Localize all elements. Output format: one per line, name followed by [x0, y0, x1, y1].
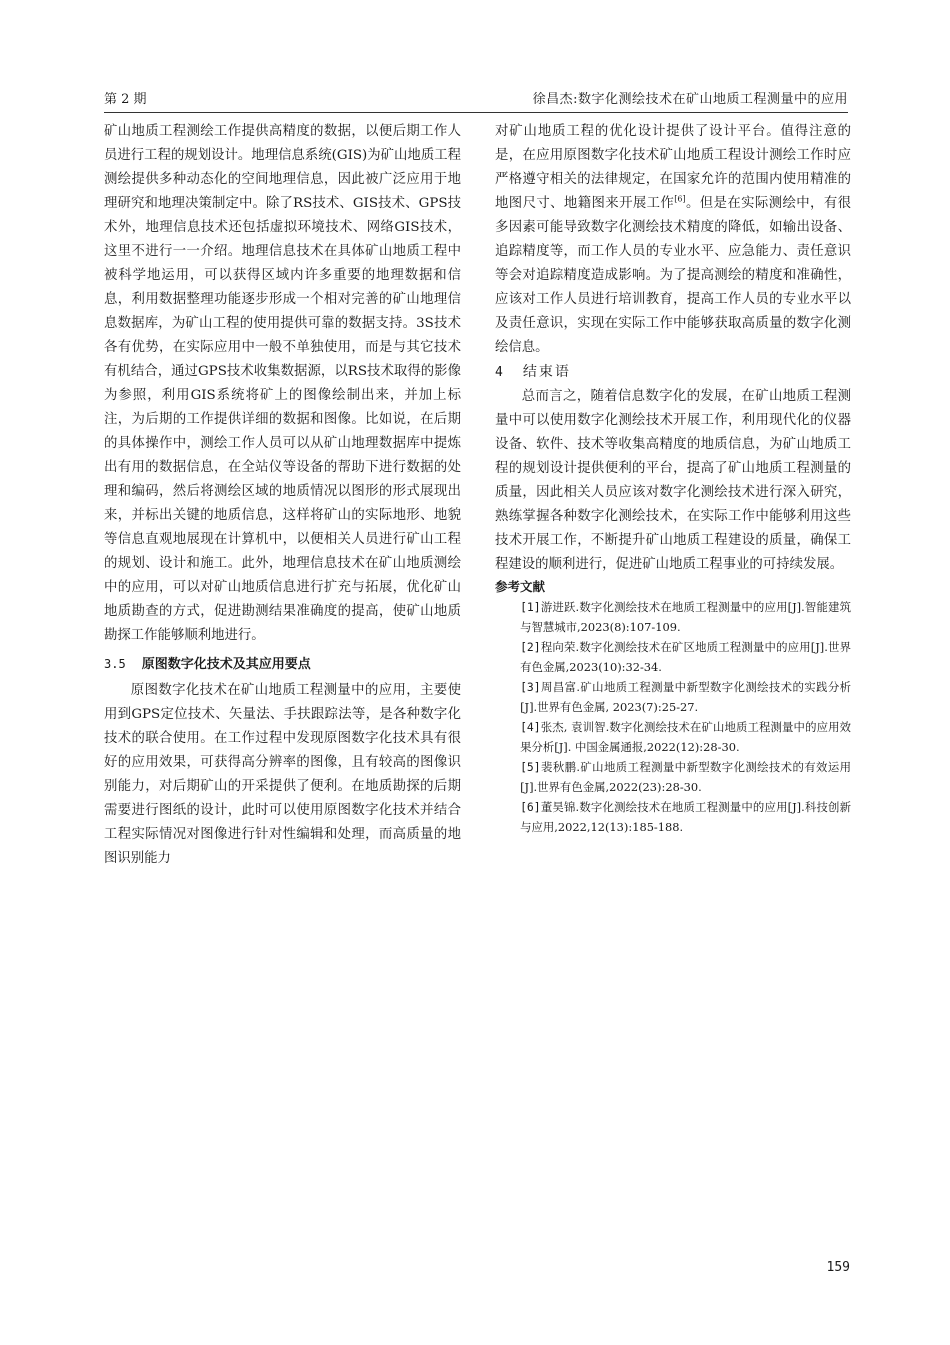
- reference-text: 董昊锦.数字化测绘技术在地质工程测量中的应用[J].科技创新与应用,2022,12(13):185-188.: [520, 800, 851, 834]
- reference-number: [1]: [520, 600, 541, 614]
- issue-label: 第 2 期: [104, 92, 147, 107]
- body-paragraph: 原图数字化技术在矿山地质工程测量中的应用，主要使用到GPS定位技术、矢量法、手扶跟踪法等，是各种数字化技术的联合使用。在工作过程中发现原图数字化技术具有很好的应用效果，可获得高分辨率的图像，且有较高的图像识别能力，对后期矿山的开采提供了便利。在地质勘探的后期需要进行图纸的设计，此时可以使用原图数字化技术并结合工程实际情况对图像进行针对性编辑和处理，而高质量的地图识别能力: [104, 683, 461, 866]
- reference-number: [6]: [520, 800, 541, 814]
- reference-text: 程向荣.数字化测绘技术在矿区地质工程测量中的应用[J].世界有色金属,2023(10):32-34.: [520, 640, 851, 674]
- reference-text: 游进跃.数字化测绘技术在地质工程测量中的应用[J].智能建筑与智慧城市,2023(8):107-109.: [520, 600, 851, 634]
- reference-item: [495, 757, 851, 797]
- subsection-title: 原图数字化技术及其应用要点: [141, 657, 311, 672]
- reference-number: [5]: [520, 760, 541, 774]
- reference-item: [495, 797, 851, 837]
- reference-number: [4]: [520, 720, 541, 734]
- reference-text: 裴秋鹏.矿山地质工程测量中新型数字化测绘技术的有效运用[J].世界有色金属,2022(23):28-30.: [520, 760, 851, 794]
- reference-item: [495, 677, 851, 717]
- left-column: [104, 120, 461, 871]
- reference-item: [495, 637, 851, 677]
- body-paragraph: [495, 120, 851, 360]
- reference-item: [495, 597, 851, 637]
- section-heading: [495, 360, 851, 385]
- reference-text: 周昌富.矿山地质工程测量中新型数字化测绘技术的实践分析[J].世界有色金属, 2023(7):25-27.: [520, 680, 851, 714]
- running-title: 徐昌杰:数字化测绘技术在矿山地质工程测量中的应用: [532, 92, 848, 107]
- references-title: 参考文献: [495, 579, 546, 594]
- section-title: 结束语: [522, 364, 571, 380]
- reference-number: [2]: [520, 640, 541, 654]
- reference-list: [495, 597, 851, 837]
- body-paragraph: 总而言之，随着信息数字化的发展，在矿山地质工程测量中可以使用数字化测绘技术开展工作，利用现代化的仪器设备、软件、技术等收集高精度的地质信息，为矿山地质工程的规划设计提供便利的平台，提高了矿山地质工程测量的质量，因此相关人员应该对数字化测绘技术进行深入研究，熟练掌握各种数字化测绘技术，在实际工作中能够利用这些技术开展工作，不断提升矿山地质工程建设的质量，确保工程建设的顺利进行，促进矿山地质工程事业的可持续发展。: [495, 389, 851, 572]
- section-number: 4: [495, 365, 505, 380]
- paragraph-text: 对矿山地质工程的优化设计提供了设计平台。值得注意的是，在应用原图数字化技术矿山地质工程设计测绘工作时应严格遵守相关的法律规定，在国家允许的范围内使用精准的地图尺寸、地籍图来开展工作: [495, 124, 851, 211]
- subsection-heading: [104, 652, 461, 677]
- body-paragraph: 矿山地质工程测绘工作提供高精度的数据，以便后期工作人员进行工程的规划设计。地理信息系统(GIS)为矿山地质工程测绘提供多种动态化的空间地理信息，因此被广泛应用于地理研究和地理决策制定中。除了RS技术、GIS技术、GPS技术外，地理信息技术还包括虚拟环境技术、网络GIS技术，这里不进行一一介绍。地理信息技术在具体矿山地质工程中被科学地运用，可以获得区域内许多重要的地理数据和信息，利用数据整理功能逐步形成一个相对完善的矿山地理信息数据库，为矿山工程的使用提供可靠的数据支持。3S技术各有优势，在实际应用中一般不单独使用，而是与其它技术有机结合，通过GPS技术收集数据源，以RS技术取得的影像为参照，利用GIS系统将矿上的图像绘制出来，并加上标注，为后期的工作提供详细的数据和图像。比如说，在后期的具体操作中，测绘工作人员可以从矿山地理数据库中提炼出有用的数据信息，在全站仪等设备的帮助下进行数据的处理和编码，然后将测绘区域的地质情况以图形的形式展现出来，并标出关键的地质信息，这样将矿山的实际地形、地貌等信息直观地展现在计算机中，以便相关人员进行矿山工程的规划、设计和施工。此外，地理信息技术在矿山地质测绘中的应用，可以对矿山地质信息进行扩充与拓展，优化矿山地质勘查的方式，促进勘测结果准确度的提高，使矿山地质勘探工作能够顺利地进行。: [104, 124, 461, 643]
- subsection-number: 3.5: [104, 657, 126, 671]
- citation-ref: [6]: [674, 194, 686, 204]
- reference-number: [3]: [520, 680, 541, 694]
- reference-text: 张杰, 袁训智.数字化测绘技术在矿山地质工程测量中的应用效果分析[J]. 中国金属通报,2022(12):28-30.: [520, 720, 851, 754]
- page-number: 159: [826, 1260, 850, 1275]
- paragraph-text: 。但是在实际测绘中，有很多因素可能导致数字化测绘技术精度的降低，如输出设备、追踪精度等，而工作人员的专业水平、应急能力、责任意识等会对追踪精度造成影响。为了提高测绘的精度和准确性，应该对工作人员进行培训教育，提高工作人员的专业水平以及责任意识，实现在实际工作中能够获取高质量的数字化测绘信息。: [495, 196, 852, 355]
- reference-item: [495, 717, 851, 757]
- right-column: [495, 120, 851, 837]
- page-header: [104, 88, 848, 113]
